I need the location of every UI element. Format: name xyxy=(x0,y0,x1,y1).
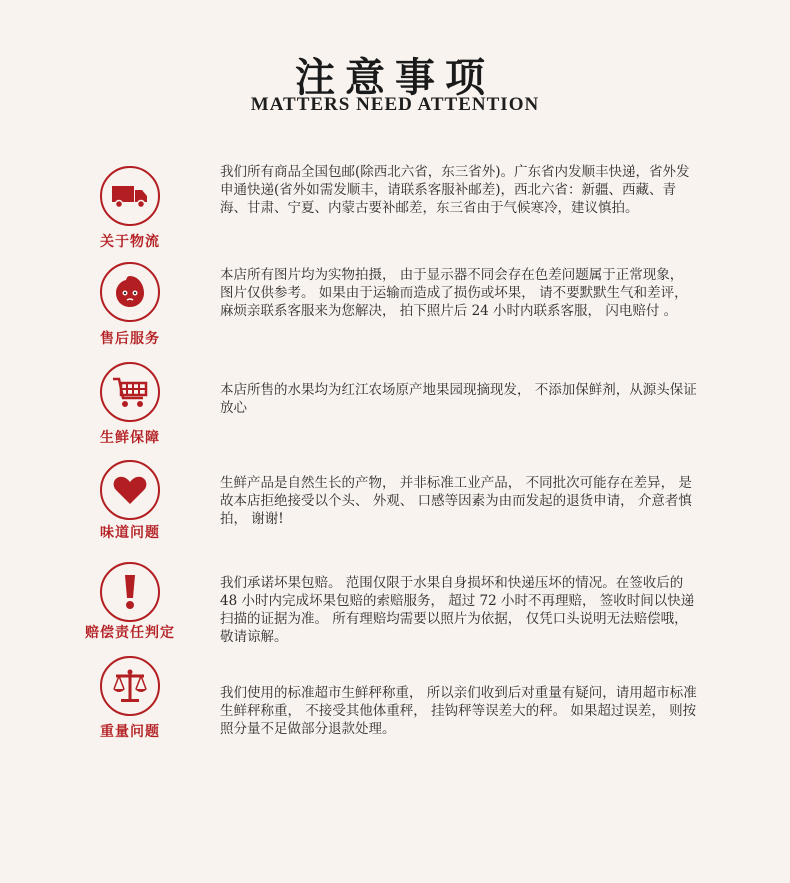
logistics-text: 我们所有商品全国包邮(除西北六省，东三省外)。广东省内发顺丰快递，省外发申通快递(省外如需发顺丰，请联系客服补邮差)，西北六省：新疆、西藏、青海、甘肃、宁夏、内蒙古要补邮差，东三省由于气候寒冷，建议慎拍。 xyxy=(220,164,690,216)
weight-text: 我们使用的标准超市生鲜秤称重， 所以亲们收到后对重量有疑问，请用超市标准生鲜秤称重， 不接受其他体重秤， 挂钩秤等误差大的秤。 如果超过误差， 则按照分量不足做部分退款处理。 xyxy=(220,685,697,737)
fresh-text: 本店所售的水果均为红江农场原产地果园现摘现发， 不添加保鲜剂，从源头保证放心 xyxy=(220,382,697,416)
heart-icon xyxy=(100,460,160,520)
after-sales-label: 售后服务 xyxy=(100,331,160,347)
page-title-zh: 注意事项 xyxy=(295,54,495,101)
compensation-label: 赔偿责任判定 xyxy=(85,625,175,641)
compensation-text: 我们承诺坏果包赔。 范围仅限于水果自身损坏和快递压坏的情况。在签收后的 48 小时内完成坏果包赔的索赔服务， 超过 72 小时不再理赔， 签收时间以快递扫描的证据为准。 所有理赔均需要以照片为依据， 仅凭口头说明无法赔偿哦， 敬请谅解。 xyxy=(220,575,695,645)
taste-text: 生鲜产品是自然生长的产物， 并非标准工业产品， 不同批次可能存在差异， 是故本店拒绝接受以个头、 外观、 口感等因素为由而发起的退货申请， 介意者慎拍， 谢谢! xyxy=(220,475,692,527)
page-title-en: MATTERS NEED ATTENTION xyxy=(250,94,540,115)
shopping-cart-icon xyxy=(100,362,160,422)
scale-icon xyxy=(100,656,160,716)
after-sales-text: 本店所有图片均为实物拍摄， 由于显示器不同会存在色差问题属于正常现象， 图片仅供参考。 如果由于运输而造成了损伤或坏果， 请不要默默生气和差评， 麻烦亲联系客服来为您解决， 拍下照片后 24 小时内联系客服， 闪电赔付 。 xyxy=(220,267,688,319)
fresh-label: 生鲜保障 xyxy=(100,430,160,446)
exclamation-icon xyxy=(100,562,160,622)
logistics-label: 关于物流 xyxy=(100,234,160,250)
taste-label: 味道问题 xyxy=(100,525,160,541)
face-bubble-icon xyxy=(100,262,160,322)
weight-label: 重量问题 xyxy=(100,724,160,740)
truck-icon xyxy=(100,166,160,226)
